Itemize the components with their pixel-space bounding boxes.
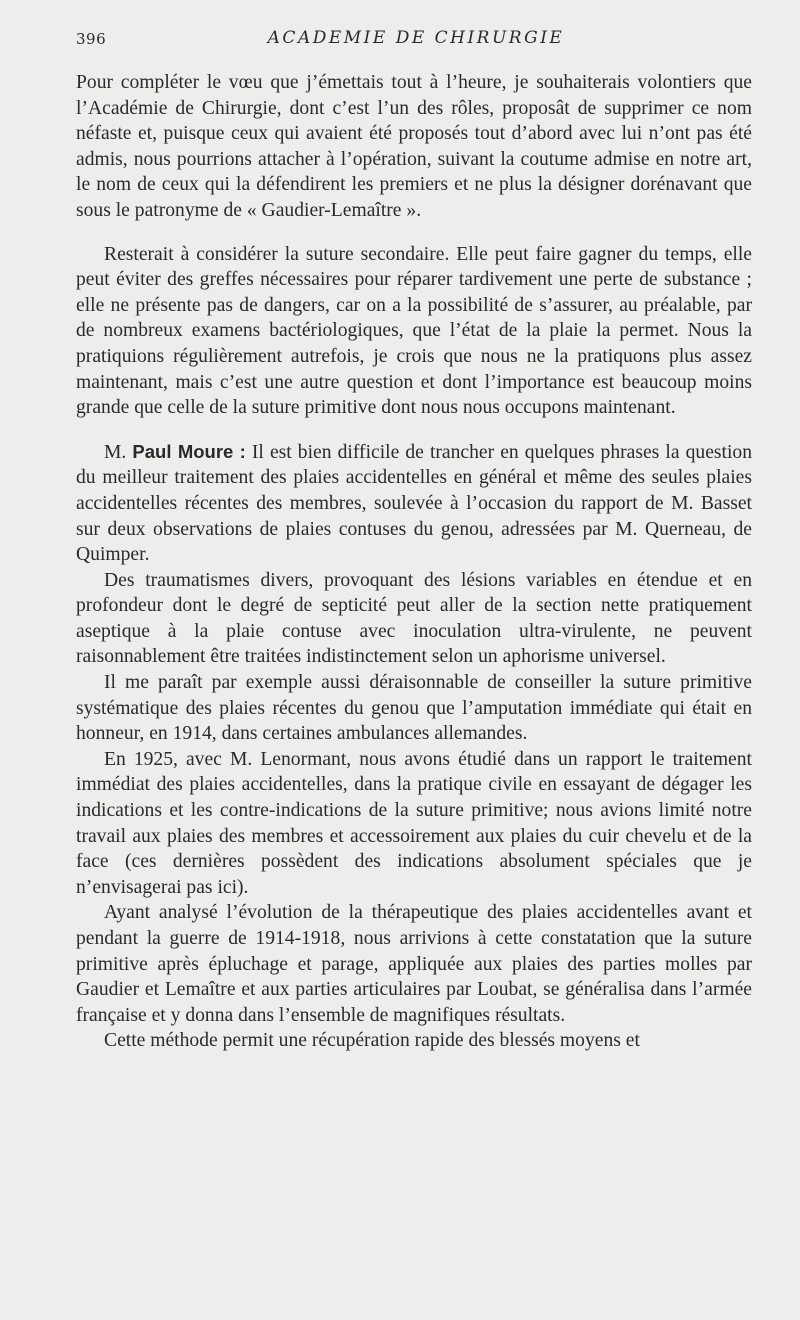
page-header [76, 28, 756, 52]
running-head: ACADEMIE DE CHIRURGIE [267, 28, 565, 48]
paragraph: Des traumatismes divers, provoquant des lésions variables en étendue et en profondeur dont le degré de septicité peut aller de la section nette pratiquement aseptique à la plaie contuse avec inoculation ultra-virulente, ne peuvent raisonnablement être traitées indistinctement selon un aphorisme universel. [76, 569, 752, 668]
speaker-title: M. [104, 441, 127, 463]
page-number: 396 [76, 30, 107, 48]
speaker-name: Paul Moure : [132, 440, 246, 462]
paragraph-gap [76, 224, 752, 242]
speech-opening-text: Il est bien difficile de trancher en quelques phrases la question du meilleur traitement des plaies accidentelles en général et même des seules plaies accidentelles récentes des membres, soulevée à l’occasion du rapport de M. Basset sur deux observations de plaies contuses du genou, adressées par M. Querneau, de Quimper. [76, 441, 752, 566]
paragraph: Il me paraît par exemple aussi déraisonnable de conseiller la suture primitive systématique des plaies récentes du genou que l’amputation immédiate qui était en honneur, en 1914, dans certaines ambulances allemandes. [76, 672, 752, 745]
paragraph: Ayant analysé l’évolution de la thérapeutique des plaies accidentelles avant et pendant la guerre de 1914-1918, nous arrivions à cette constatation que la suture primitive après épluchage et parage, appliquée aux plaies des parties molles par Gaudier et Lemaître et aux parties articulaires par Loubat, se généralisa dans l’armée française et y donna dans l’ensemble de magnifiques résultats. [76, 902, 752, 1026]
paragraph: Resterait à considérer la suture secondaire. Elle peut faire gagner du temps, elle peut éviter des greffes nécessaires pour réparer tardivement une perte de substance ; elle ne présente pas de dangers, car on a la possibilité de s’assurer, au préalable, par de nombreux examens bactériologiques, que l’état de la plaie la permet. Nous la pratiquions régulièrement autrefois, je crois que nous ne la pratiquons plus assez maintenant, mais c’est une autre question et dont l’importance est beaucoup moins grande que celle de la suture primitive dont nous nous occupons maintenant. [76, 243, 752, 419]
body-text [76, 70, 752, 1054]
paragraph-gap [76, 421, 752, 439]
paragraph: Pour compléter le vœu que j’émettais tout à l’heure, je souhaiterais volontiers que l’Académie de Chirurgie, dont c’est l’un des rôles, proposât de supprimer ce nom néfaste et, puisque ceux qui avaient été proposés tout d’abord avec lui n’ont pas été admis, nous pourrions attacher à l’opération, suivant la coutume admise en notre art, le nom de ceux qui la défendirent les premiers et ne plus la désigner dorénavant que sous le patronyme de « Gaudier-Lemaître ». [76, 72, 752, 221]
speech-opening-paragraph [76, 439, 752, 568]
paragraph: Cette méthode permit une récupération rapide des blessés moyens et [104, 1030, 640, 1052]
paragraph: En 1925, avec M. Lenormant, nous avons étudié dans un rapport le traitement immédiat des plaies accidentelles, dans la pratique civile en essayant de dégager les indications et les contre-indications de la suture primitive; nous avions limité notre travail aux plaies des membres et accessoirement aux plaies du cuir chevelu et de la face (ces dernières possèdent des indications absolument spéciales que je n’envisagerai pas ici). [76, 748, 752, 898]
